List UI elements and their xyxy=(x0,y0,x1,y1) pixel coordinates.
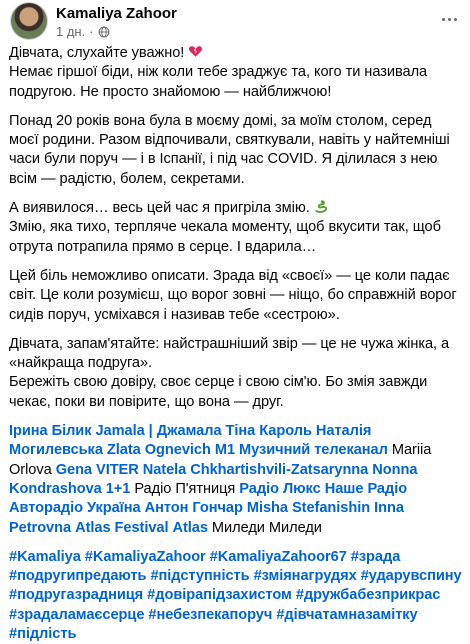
hashtag-link[interactable]: #KamaliyaZahoor67 xyxy=(209,548,347,565)
mention-link[interactable]: Atlas Festival xyxy=(75,519,169,536)
hashtag-link[interactable]: #KamaliyaZahoor xyxy=(84,548,206,565)
mention-link[interactable]: Natela Chkhartishvili-Zatsarynna xyxy=(142,461,369,478)
author-avatar[interactable] xyxy=(11,3,47,39)
mention-link[interactable]: Антон Гончар xyxy=(144,500,243,517)
hashtag-link[interactable]: #небезпекапоруч xyxy=(148,606,273,623)
mention-link[interactable]: Misha Stefanishin xyxy=(246,500,371,517)
post-body xyxy=(9,44,462,644)
paragraph-4: Цей біль неможливо описати. Зрада від «своєї» — це коли падає світ. Це коли розумієш, що ворог зовні — ніщо, бо справжній ворог сидів поруч, усміхався і називав тебе «сестрою». xyxy=(9,267,457,323)
hashtag-link[interactable]: #зрадаламаєсерце xyxy=(9,606,145,623)
mention-link[interactable]: Inna Petrovna xyxy=(9,500,404,536)
hashtag-link[interactable]: #подругипредають xyxy=(9,568,147,585)
paragraph-2: Понад 20 років вона була в моєму домі, за моїм столом, серед моєї родини. Разом відпочивали, святкували, навіть у найтемніші часи були поруч — і в Іспанії, і під час COVID. Я ділилася з нею всім — радістю, болем, секретами. xyxy=(9,112,450,187)
mention-text: Миледи Миледи xyxy=(207,519,322,536)
globe-icon[interactable] xyxy=(98,26,110,38)
broken-heart-icon xyxy=(188,44,203,59)
mention-link[interactable]: Авторадіо Україна xyxy=(9,500,141,517)
paragraph-3 xyxy=(9,199,462,257)
mention-link[interactable]: Ірина Білик xyxy=(9,423,92,440)
paragraph-5 xyxy=(9,335,462,412)
hashtag-link[interactable]: #подругазрадниця xyxy=(9,587,144,604)
mention-text: Радіо П'ятниця xyxy=(130,480,240,497)
mention-link[interactable]: Радіо Люкс xyxy=(239,480,321,497)
mention-link[interactable]: Музичний телеканал xyxy=(239,442,388,459)
hashtag-link[interactable]: #підступність xyxy=(150,568,250,585)
warning-line: Дівчата, запам'ятайте: найстрашніший звір — це не чужа жінка, а «найкраща подруга». xyxy=(9,335,450,372)
post-time[interactable]: 1 дн. xyxy=(56,24,86,39)
hashtag-link[interactable]: #ударувспину xyxy=(360,568,462,585)
hashtag-link[interactable]: #дівчатамназамітку xyxy=(276,606,418,623)
mention-text: Mariia Orlova xyxy=(9,442,432,478)
mention-link[interactable]: Тіна Кароль xyxy=(225,423,312,440)
hashtag-link[interactable]: #довірапідзахистом xyxy=(147,587,292,604)
hashtag-block xyxy=(9,548,462,644)
mention-link[interactable]: Gena VITER xyxy=(55,461,139,478)
mention-link[interactable]: 1+1 xyxy=(105,480,131,497)
snake-line: А виявилося… весь цей час я пригріла змію. xyxy=(9,200,310,217)
mention-link[interactable]: Наталія Могилевська xyxy=(9,423,372,459)
mention-link[interactable]: Zlata Ognevich xyxy=(106,442,211,459)
post-meta xyxy=(56,24,110,39)
post-header xyxy=(9,0,462,44)
snake-icon xyxy=(314,199,329,214)
mention-link[interactable]: М1 xyxy=(214,442,236,459)
intro-line: Дівчата, слухайте уважно! xyxy=(9,45,185,61)
mention-link[interactable]: Наше Радіо xyxy=(324,480,408,497)
mention-link[interactable]: Atlas xyxy=(172,519,208,536)
mention-link[interactable]: Nonna Kondrashova xyxy=(9,461,418,497)
more-options-icon[interactable] xyxy=(436,6,462,32)
hashtag-link[interactable]: #Kamaliya xyxy=(9,548,81,565)
hashtag-link[interactable]: #зрада xyxy=(350,548,401,565)
tagged-pages xyxy=(9,422,462,538)
snake-continuation: Змію, яка тихо, терпляче чекала моменту, щоб вкусити так, щоб отрута потрапила прямо в серце. І вдарила… xyxy=(9,219,441,255)
intro-rest: Немає гіршої біди, ніж коли тебе зраджує та, кого ти називала подругою. Не просто знайомою — найближчою! xyxy=(9,64,428,100)
paragraph-1 xyxy=(9,44,462,102)
mention-link[interactable]: Jamala | Джамала xyxy=(95,423,222,440)
hashtag-link[interactable]: #підлість xyxy=(9,626,77,643)
author-name[interactable]: Kamaliya Zahoor xyxy=(56,5,177,22)
meta-separator: · xyxy=(89,24,94,39)
hashtag-link[interactable]: #зміянагрудях xyxy=(253,568,357,585)
hashtag-link[interactable]: #дружбабезприкрас xyxy=(295,587,441,604)
advice-line: Бережіть свою довіру, своє серце і свою сім'ю. Бо змія завжди чекає, поки ви повірите, що вона — друг. xyxy=(9,374,428,410)
